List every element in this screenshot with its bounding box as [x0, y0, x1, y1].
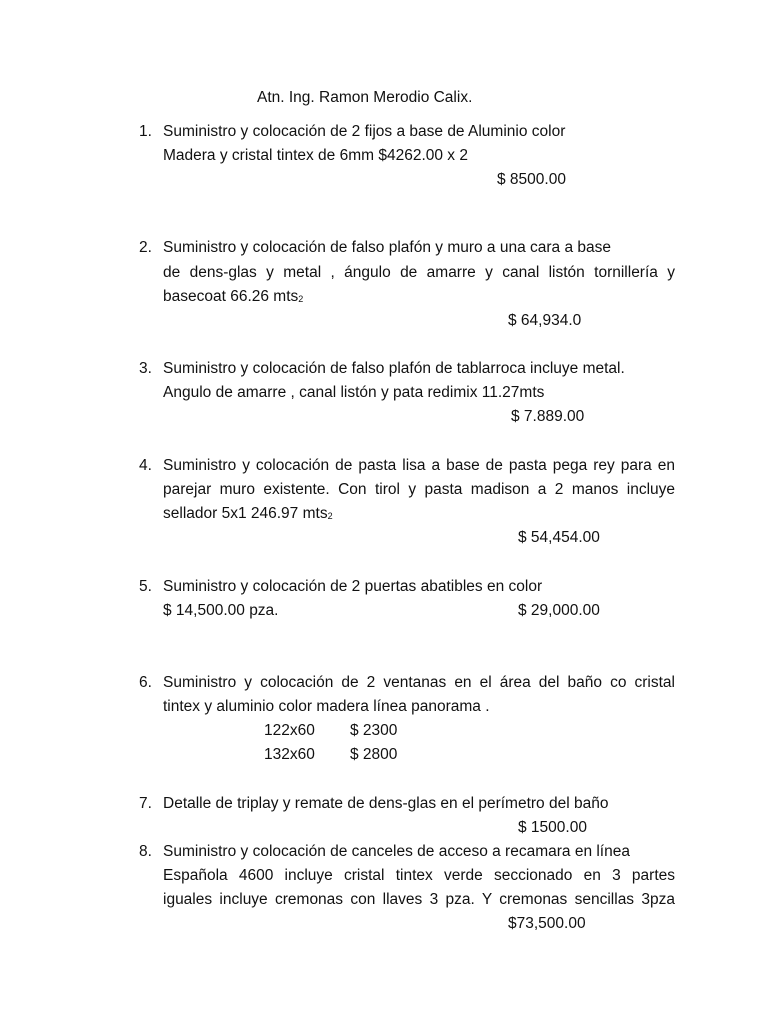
item-text-line: Suministro y colocación de 2 ventanas en el área del baño co cristal: [163, 674, 675, 691]
item-text-line: Madera y cristal tintex de 6mm $4262.00 x 2: [163, 147, 468, 164]
window-price: $ 2800: [350, 746, 398, 763]
item-number: 2.: [139, 239, 152, 256]
item-text-line: Angulo de amarre , canal listón y pata redimix 11.27mts: [163, 384, 545, 401]
unit-exponent: 2: [298, 294, 304, 304]
item-number: 8.: [139, 843, 152, 860]
item-number: 6.: [139, 674, 152, 691]
item-number: 5.: [139, 578, 152, 595]
unit-exponent: 2: [327, 511, 333, 521]
item-price: $ 29,000.00: [518, 602, 600, 619]
item-text-line: Suministro y colocación de falso plafón de tablarroca incluye metal.: [163, 360, 625, 377]
item-text-line: Suministro y colocación de 2 fijos a base de Aluminio color: [163, 123, 566, 140]
item-number: 1.: [139, 123, 152, 140]
item-text-line: tintex y aluminio color madera línea panorama .: [163, 698, 490, 715]
item-price: $ 64,934.0: [508, 312, 582, 329]
item-text-line: Suministro y colocación de canceles de acceso a recamara en línea: [163, 843, 630, 860]
item-text-line: iguales incluye cremonas con llaves 3 pza. Y cremonas sencillas 3pza: [163, 891, 675, 908]
item-text: sellador 5x1 246.97 mts: [163, 505, 328, 522]
item-text-line: parejar muro existente. Con tirol y pasta madison a 2 manos incluye: [163, 481, 675, 498]
item-text-line: Detalle de triplay y remate de dens-glas en el perímetro del baño: [163, 795, 609, 812]
window-price: $ 2300: [350, 722, 398, 739]
window-size: 132x60: [264, 746, 315, 763]
item-text-line: [163, 287, 303, 309]
item-text-line: Suministro y colocación de 2 puertas abatibles en color: [163, 578, 543, 595]
item-text-line: Suministro y colocación de falso plafón y muro a una cara a base: [163, 239, 612, 256]
item-number: 4.: [139, 457, 152, 474]
item-price: $73,500.00: [508, 915, 586, 932]
item-price: $ 7.889.00: [511, 408, 585, 425]
window-size: 122x60: [264, 722, 315, 739]
item-text-line: [163, 504, 333, 526]
item-text-line: $ 14,500.00 pza.: [163, 602, 279, 619]
item-number: 3.: [139, 360, 152, 377]
attention-line: Atn. Ing. Ramon Merodio Calix.: [257, 89, 473, 106]
item-price: $ 8500.00: [497, 171, 566, 188]
item-text-line: Española 4600 incluye cristal tintex verde seccionado en 3 partes: [163, 867, 675, 884]
item-text-line: Suministro y colocación de pasta lisa a base de pasta pega rey para en: [163, 457, 675, 474]
item-price: $ 1500.00: [518, 819, 587, 836]
item-text-line: de dens-glas y metal , ángulo de amarre y canal listón tornillería y: [163, 264, 675, 281]
item-text: basecoat 66.26 mts: [163, 288, 299, 305]
item-number: 7.: [139, 795, 152, 812]
item-price: $ 54,454.00: [518, 529, 600, 546]
